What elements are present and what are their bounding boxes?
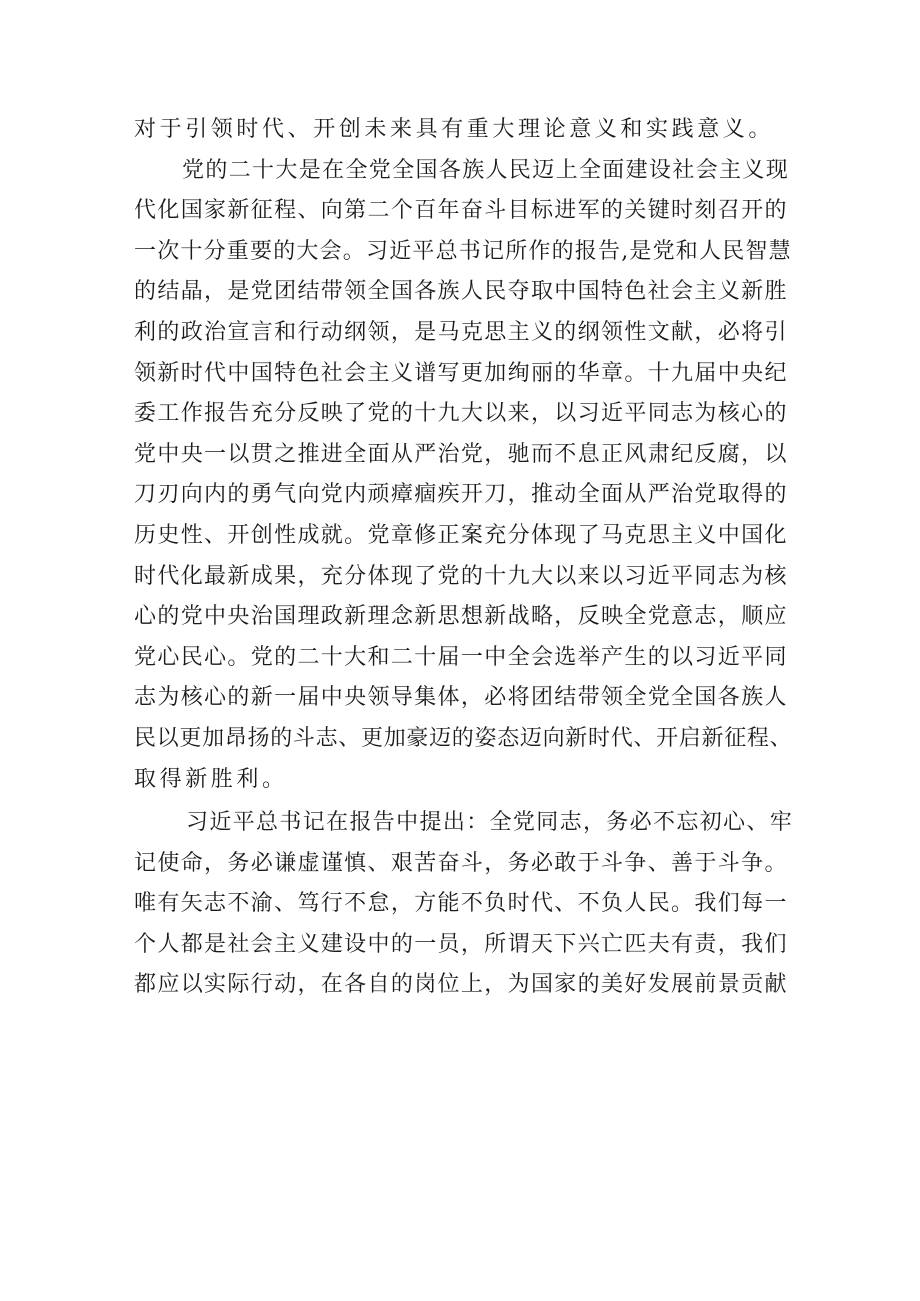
paragraph-congress [134,151,794,801]
text-line: 党的二十大是在全党全国各族人民迈上全面建设社会主义现 [182,157,790,183]
text-line: 委工作报告充分反映了党的十九大以来，以习近平同志为核心的 [134,401,788,427]
paragraph-report [134,803,794,1006]
text-line: 记使命，务必谦虚谨慎、艰苦奋斗，务必敢于斗争、善于斗争。 [134,850,788,876]
text-line: 习近平总书记在报告中提出：全党同志，务必不忘初心、牢 [186,810,794,836]
text-line: 党中央一以贯之推进全面从严治党，驰而不息正风肃纪反腐，以 [134,441,788,467]
paragraph-continuation [134,110,794,151]
text-line: 代化国家新征程、向第二个百年奋斗目标进军的关键时刻召开的 [134,198,788,224]
text-line: 历史性、开创性成就。党章修正案充分体现了马克思主义中国化 [134,522,788,548]
text-line: 的结晶，是党团结带领全国各族人民夺取中国特色社会主义新胜 [134,279,788,305]
text-line: 利的政治宣言和行动纲领，是马克思主义的纲领性文献，必将引 [134,319,788,345]
document-body [134,110,794,1006]
text-line: 民以更加昂扬的斗志、更加豪迈的姿态迈向新时代、开启新征程、 [134,725,793,751]
text-line: 志为核心的新一届中央领导集体，必将团结带领全党全国各族人 [134,685,788,711]
text-line: 刀刃向内的勇气向党内顽瘴痼疾开刀，推动全面从严治党取得的 [134,482,788,508]
text-line: 对于引领时代、开创未来具有重大理论意义和实践意义。 [134,117,775,142]
text-line: 个人都是社会主义建设中的一员，所谓天下兴亡匹夫有责，我们 [134,931,788,957]
text-line: 心的党中央治国理政新理念新思想新战略，反映全党意志，顺应 [134,604,788,630]
text-line: 领新时代中国特色社会主义谱写更加绚丽的华章。十九届中央纪 [134,360,788,386]
text-line: 党心民心。党的二十大和二十届一中全会选举产生的以习近平同 [134,644,788,670]
text-line: 都应以实际行动，在各自的岗位上，为国家的美好发展前景贡献 [134,972,788,998]
text-line: 时代化最新成果，充分体现了党的十九大以来以习近平同志为核 [134,563,788,589]
text-line: 取得新胜利。 [134,766,288,792]
text-line: 唯有矢志不渝、笃行不怠，方能不负时代、不负人民。我们每一 [134,891,788,917]
text-line: 一次十分重要的大会。习近平总书记所作的报告,是党和人民智慧 [134,238,792,264]
